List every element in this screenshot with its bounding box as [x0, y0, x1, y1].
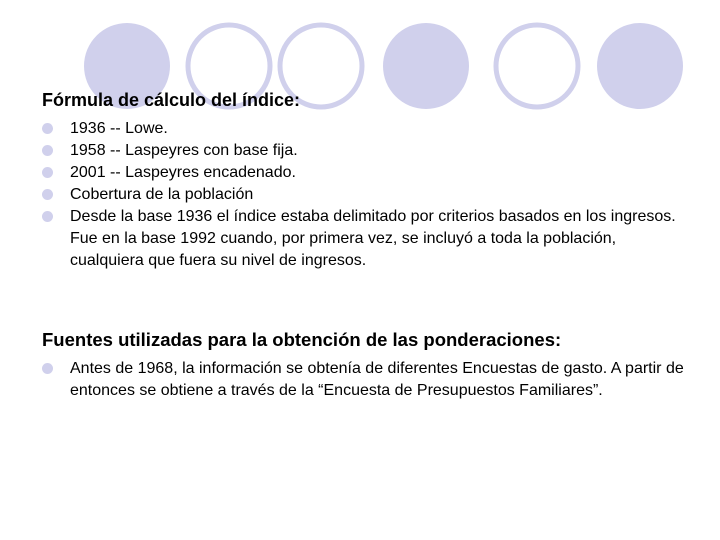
list-item: [42, 140, 692, 162]
list-item-text: Cobertura de la población: [70, 186, 254, 203]
sources-bullet-list: [42, 358, 692, 402]
bullet-icon: [42, 167, 53, 178]
list-item-text: 1958 -- Laspeyres con base fija.: [70, 142, 298, 159]
slide-content: [42, 88, 692, 402]
bullet-icon: [42, 211, 53, 222]
list-item: [42, 162, 692, 184]
list-item-text: Desde la base 1936 el índice estaba delimitado por criterios basados en los ingresos. Fue en la base 1992 cuando, por primera vez, se incluyó a toda la población, cualquiera que fuera su nivel de ingresos.: [70, 208, 676, 269]
bullet-icon: [42, 123, 53, 134]
list-item: [42, 118, 692, 140]
list-item-text: Antes de 1968, la información se obtenía de diferentes Encuestas de gasto. A partir de entonces se obtiene a través de la “Encuesta de Presupuestos Familiares”.: [70, 360, 684, 399]
list-item: [42, 184, 692, 206]
section-heading-sources: Fuentes utilizadas para la obtención de las ponderaciones:: [42, 329, 562, 350]
bullet-icon: [42, 189, 53, 200]
list-item-text: 2001 -- Laspeyres encadenado.: [70, 164, 296, 181]
formula-bullet-list: [42, 118, 692, 272]
bullet-icon: [42, 145, 53, 156]
bullet-icon: [42, 363, 53, 374]
list-item: [42, 358, 692, 402]
section-heading-formula: Fórmula de cálculo del índice:: [42, 90, 301, 110]
list-item: [42, 206, 692, 272]
list-item-text: 1936 -- Lowe.: [70, 120, 168, 137]
